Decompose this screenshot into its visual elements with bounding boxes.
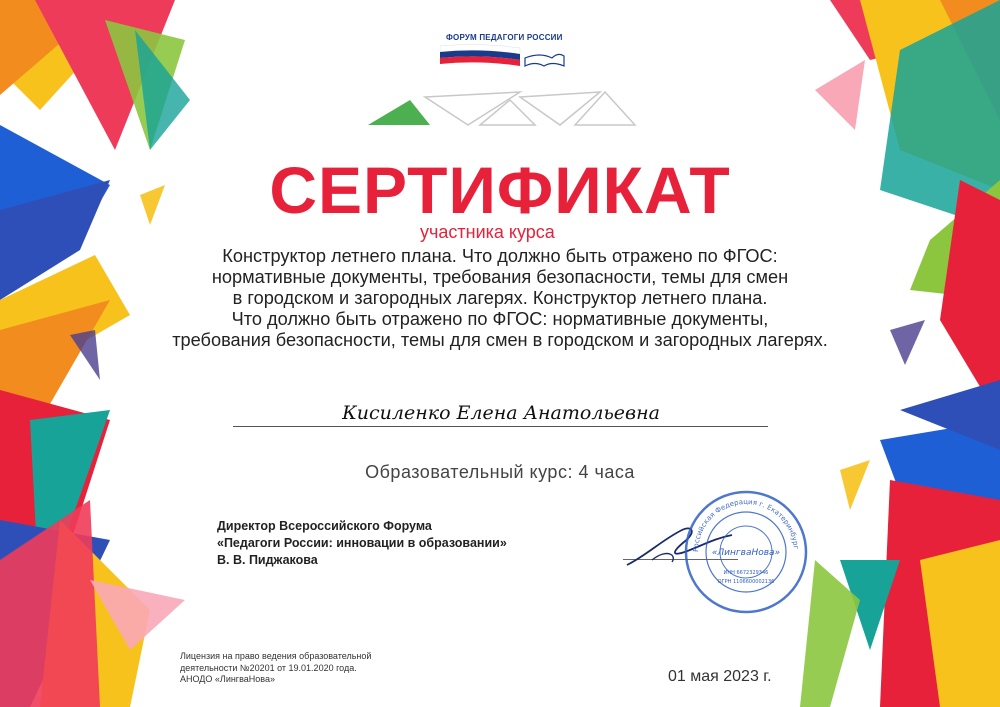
name-underline bbox=[233, 426, 768, 427]
license-line: деятельности №20201 от 19.01.2020 года. bbox=[180, 662, 357, 673]
stamp-ring-text: Российская Федерация г. Екатеринбург bbox=[691, 497, 800, 553]
stamp-ogrn: ОГРН 1106600002136 bbox=[717, 579, 775, 585]
license-line: Лицензия на право ведения образовательной bbox=[180, 651, 372, 661]
director-block bbox=[217, 518, 507, 569]
stamp-seal bbox=[682, 488, 810, 616]
director-name: В. В. Пиджакова bbox=[217, 553, 318, 567]
course-line: в городском и загородных лагерях. Конструктор летнего плана. bbox=[232, 288, 768, 308]
course-hours: Образовательный курс: 4 часа bbox=[365, 462, 635, 482]
course-line: Что должно быть отражено по ФГОС: нормативные документы, bbox=[231, 309, 769, 329]
director-title: Директор Всероссийского Форума bbox=[217, 519, 432, 533]
flag-book-icon bbox=[440, 44, 565, 72]
stamp-inn: ИНН 6672329346 bbox=[723, 570, 769, 576]
logo-text: ФОРУМ ПЕДАГОГИ РОССИИ bbox=[446, 33, 563, 42]
course-description bbox=[140, 246, 860, 351]
certificate-title: СЕРТИФИКАТ bbox=[269, 153, 731, 227]
license-line: АНОДО «ЛингваНова» bbox=[180, 674, 275, 684]
course-line: Конструктор летнего плана. Что должно быть отражено по ФГОС: bbox=[222, 246, 778, 266]
license-info bbox=[180, 651, 371, 686]
participant-name: Кисиленко Елена Анатольевна bbox=[342, 402, 660, 424]
forum-logo bbox=[440, 32, 565, 72]
certificate-subtitle: участника курса bbox=[420, 222, 555, 242]
issue-date: 01 мая 2023 г. bbox=[668, 668, 772, 685]
stamp-center-text: «ЛингваНова» bbox=[711, 548, 781, 558]
course-line: требования безопасности, темы для смен в городском и загородных лагерях. bbox=[172, 330, 828, 350]
course-line: нормативные документы, требования безопасности, темы для смен bbox=[211, 267, 789, 287]
director-forum: «Педагоги России: инновации в образовании» bbox=[217, 536, 507, 550]
